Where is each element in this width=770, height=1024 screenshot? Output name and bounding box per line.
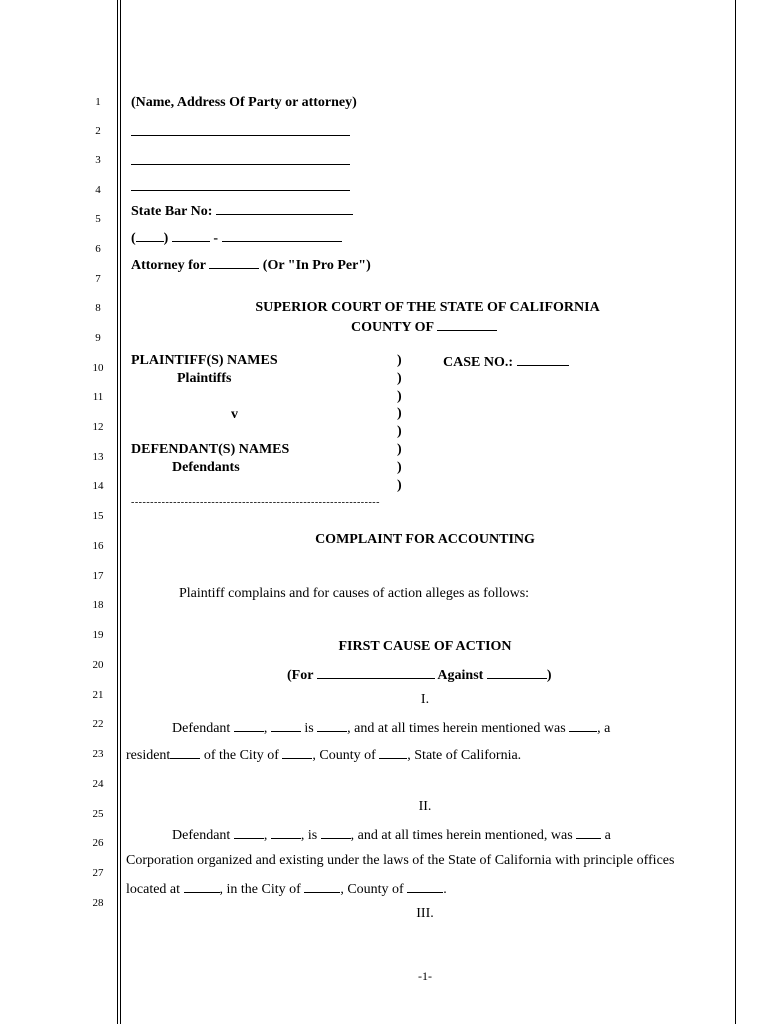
attorney-for-suffix: (Or "In Pro Per"): [262, 258, 371, 273]
para1-blank[interactable]: [170, 746, 200, 759]
line-number: 20: [92, 659, 104, 671]
cause-for-line: [287, 666, 552, 684]
attorney-for-label: Attorney for: [131, 258, 206, 273]
state-bar-label: State Bar No:: [131, 204, 213, 219]
para1-text: Defendant: [172, 721, 231, 736]
para1-blank[interactable]: [379, 746, 407, 759]
caption-paren: ): [397, 460, 402, 475]
phone-dash: -: [213, 231, 219, 246]
address-blank-line-2[interactable]: [131, 164, 350, 165]
para1-text: , State of California.: [407, 748, 522, 763]
para1-blank[interactable]: [234, 719, 264, 732]
page-number: -1-: [418, 969, 432, 983]
para2-text: Defendant: [172, 828, 231, 843]
phone-open: (: [131, 231, 136, 246]
section-heading: I.: [420, 692, 430, 707]
line-number: 18: [92, 599, 104, 611]
line-number: 21: [92, 689, 104, 701]
case-number-line: [443, 353, 569, 371]
line-number: 5: [95, 213, 101, 225]
defendants-label: Defendants: [172, 460, 240, 475]
line-number: 15: [92, 510, 104, 522]
address-blank-line-3[interactable]: [131, 190, 350, 191]
cause-close: ): [546, 668, 552, 683]
para2-text: located at: [126, 882, 181, 897]
plaintiffs-label: Plaintiffs: [177, 371, 232, 386]
para1-text: , a: [597, 721, 611, 736]
paragraph-1-line-2: [126, 746, 521, 764]
para1-blank[interactable]: [282, 746, 312, 759]
caption-paren: ): [397, 424, 402, 439]
para1-blank[interactable]: [317, 719, 347, 732]
line-number: 12: [92, 421, 104, 433]
line-number: 13: [92, 451, 104, 463]
para1-text: is: [304, 721, 314, 736]
paragraph-2-line-3: [126, 880, 447, 898]
cause-for-blank[interactable]: [317, 666, 435, 679]
para1-text: , and at all times herein mentioned was: [347, 721, 566, 736]
para2-text: .: [443, 882, 447, 897]
para2-text: a: [604, 828, 611, 843]
para1-text: resident: [126, 748, 171, 763]
line-number: 22: [92, 718, 104, 730]
cause-for-label: (For: [287, 668, 314, 683]
attorney-for-blank[interactable]: [209, 256, 259, 269]
case-number-blank[interactable]: [517, 353, 569, 366]
para1-blank[interactable]: [569, 719, 597, 732]
section-heading: II.: [418, 799, 432, 814]
para2-blank[interactable]: [407, 880, 443, 893]
phone-line: [131, 229, 342, 247]
right-margin-line: [735, 0, 736, 1024]
cause-of-action-title: FIRST CAUSE OF ACTION: [338, 639, 512, 654]
county-blank[interactable]: [437, 318, 497, 331]
line-number: 23: [92, 748, 104, 760]
para1-blank[interactable]: [271, 719, 301, 732]
caption-paren: ): [397, 406, 402, 421]
complaint-title: COMPLAINT FOR ACCOUNTING: [315, 532, 535, 547]
para2-text: , County of: [340, 882, 404, 897]
complaint-intro: Plaintiff complains and for causes of action alleges as follows:: [179, 586, 530, 601]
caption-divider: -----------------------------------------------------------------: [131, 497, 380, 508]
line-number: 17: [92, 570, 104, 582]
line-number: 19: [92, 629, 104, 641]
line-number: 27: [92, 867, 104, 879]
phone-close: ): [163, 231, 169, 246]
para2-blank[interactable]: [576, 826, 601, 839]
line-number: 24: [92, 778, 104, 790]
line-number: 16: [92, 540, 104, 552]
paragraph-2-line-2: Corporation organized and existing under the laws of the State of California with principle offices: [126, 853, 675, 868]
para2-blank[interactable]: [321, 826, 351, 839]
caption-paren: ): [397, 442, 402, 457]
party-name-address-label: (Name, Address Of Party or attorney): [131, 95, 357, 110]
versus-label: v: [231, 407, 238, 422]
line-number: 10: [92, 362, 104, 374]
line-number: 2: [95, 125, 101, 137]
line-number: 11: [92, 391, 104, 403]
paragraph-1-line-1: [172, 719, 610, 737]
line-number: 28: [92, 897, 104, 909]
para2-blank[interactable]: [304, 880, 340, 893]
line-number: 26: [92, 837, 104, 849]
cause-against-label: Against: [437, 668, 484, 683]
para2-text: ,: [263, 828, 268, 843]
caption-paren: ): [397, 389, 402, 404]
line-number: 4: [95, 184, 101, 196]
county-label: COUNTY OF: [351, 320, 434, 335]
para2-blank[interactable]: [271, 826, 301, 839]
para2-text: , and at all times herein mentioned, was: [350, 828, 573, 843]
para1-text: of the City of: [203, 748, 279, 763]
cause-against-blank[interactable]: [487, 666, 547, 679]
para2-blank[interactable]: [184, 880, 220, 893]
address-blank-line-1[interactable]: [131, 135, 350, 136]
phone-prefix-blank[interactable]: [172, 229, 210, 242]
state-bar-line: [131, 202, 353, 220]
para1-text: ,: [263, 721, 268, 736]
paragraph-2-line-1: [172, 826, 611, 844]
left-margin-line-outer: [117, 0, 118, 1024]
case-number-label: CASE NO.:: [443, 355, 514, 370]
caption-paren: ): [397, 371, 402, 386]
left-margin-line-inner: [120, 0, 121, 1024]
section-heading: III.: [416, 906, 434, 921]
caption-paren: ): [397, 478, 402, 493]
line-number: 14: [92, 480, 104, 492]
plaintiff-names: PLAINTIFF(S) NAMES: [131, 353, 278, 368]
line-number: 3: [95, 154, 101, 166]
area-code-blank[interactable]: [136, 229, 164, 242]
line-number: 8: [95, 302, 101, 314]
line-number: 1: [95, 96, 101, 108]
para1-text: , County of: [312, 748, 376, 763]
caption-paren: ): [397, 353, 402, 368]
line-number: 7: [95, 273, 101, 285]
para2-text: , in the City of: [219, 882, 301, 897]
attorney-for-line: [131, 256, 371, 274]
defendant-names: DEFENDANT(S) NAMES: [131, 442, 290, 457]
para2-text: , is: [300, 828, 318, 843]
phone-number-blank[interactable]: [222, 229, 342, 242]
line-number: 9: [95, 332, 101, 344]
line-number: 25: [92, 808, 104, 820]
court-title: SUPERIOR COURT OF THE STATE OF CALIFORNIA: [255, 300, 600, 315]
state-bar-blank[interactable]: [216, 202, 353, 215]
para2-blank[interactable]: [234, 826, 264, 839]
county-line: [351, 318, 497, 336]
line-number: 6: [95, 243, 101, 255]
